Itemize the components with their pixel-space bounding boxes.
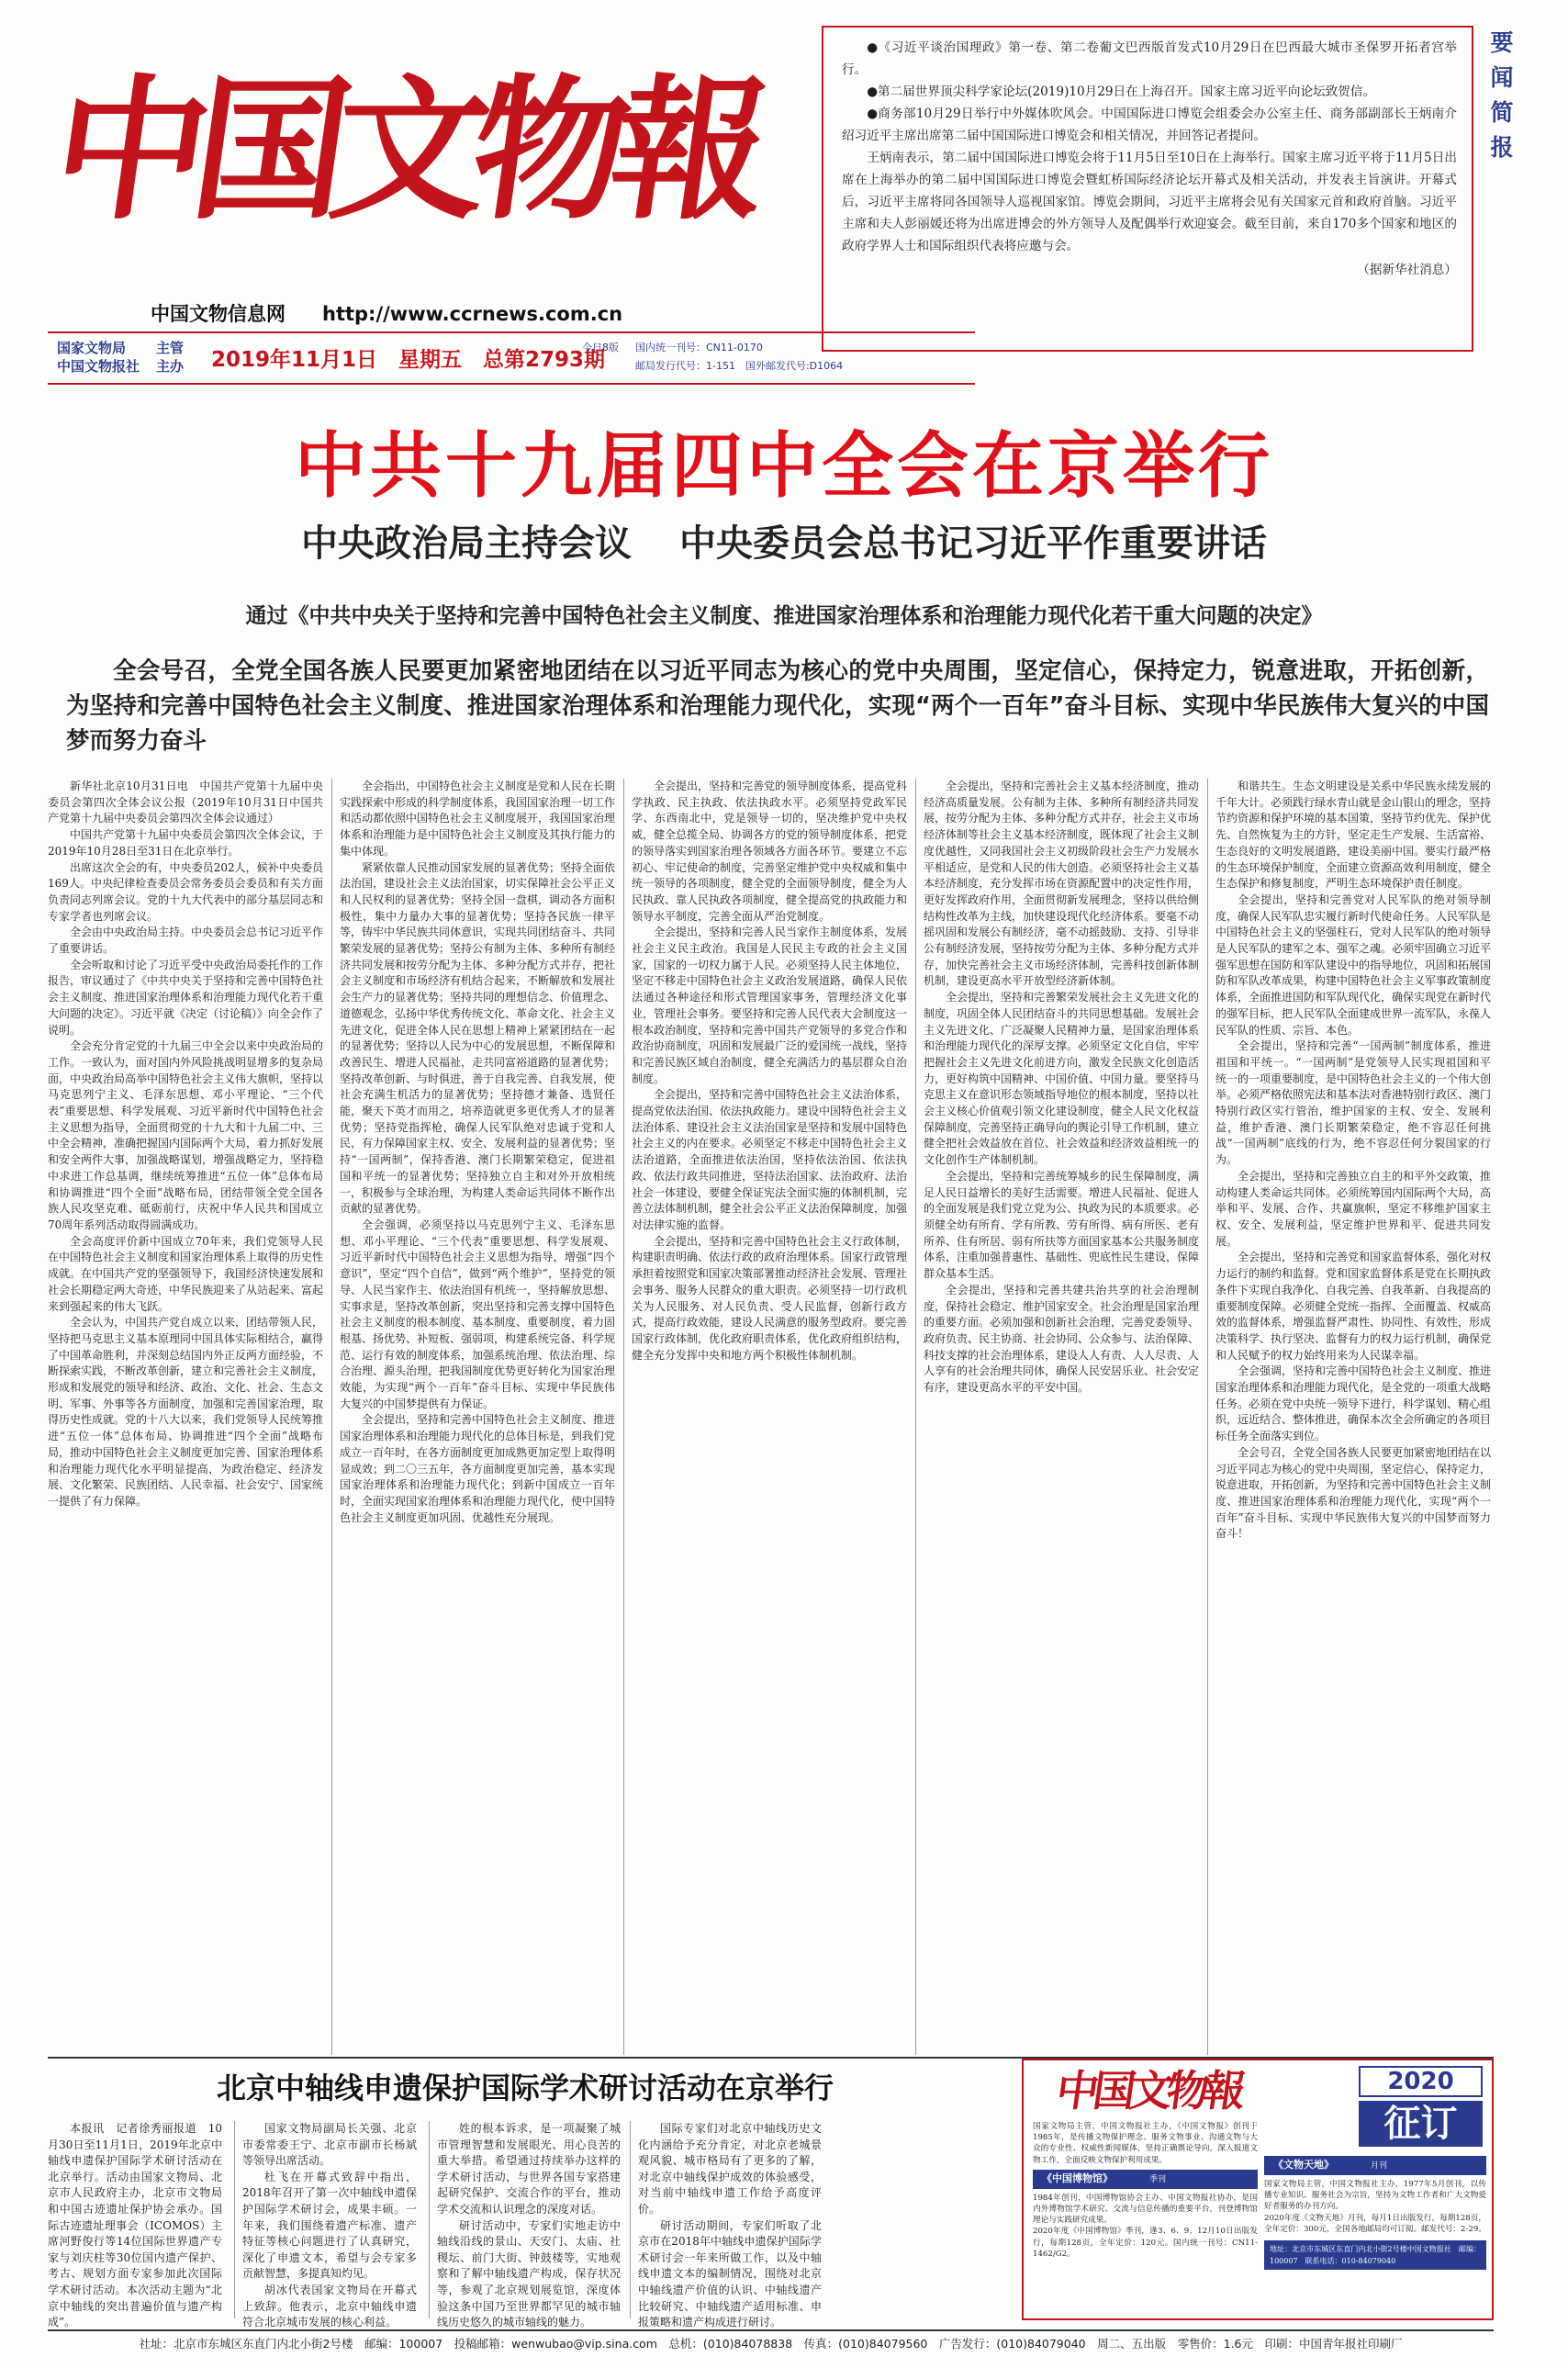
sub-headline-part: 中央委员会总书记习近平作重要讲话 <box>679 522 1267 565</box>
column-divider <box>623 779 624 2055</box>
secondary-paragraph: 胡冰代表国家文物局在开幕式上致辞。他表示，北京中轴线申遗符合北京城市发展的核心利益。 <box>242 2283 417 2329</box>
article-paragraph: 全会提出，坚持和完善“一国两制”制度体系，推进祖国和平统一。“一国两制”是党领导人民实现祖国和平统一的一项重要制度，是中国特色社会主义的一个伟大创举。必须严格依照宪法和基本法对香港特别行政区、澳门特别行政区实行管治，维护国家的主权、安全、发展利益，维护香港、澳门长期繁荣稳定，绝不容忍任何挑战“一国两制”底线的行为，绝不容忍任何分裂国家的行为。 <box>1215 1039 1492 1167</box>
article-paragraph: 全会高度评价新中国成立70年来，我们党领导人民在中国特色社会主义制度和国家治理体系上取得的历史性成就。在中国共产党的坚强领导下，我国经济快速发展和社会长期稳定两大奇迹，中华民族迎来了从站起来、富起来到强起来的伟大飞跃。 <box>48 1234 324 1313</box>
article-paragraph: 全会提出，坚持和完善中国特色社会主义行政体制，构建职责明确、依法行政的政府治理体系。国家行政管理承担着按照党和国家决策部署推动经济社会发展、管理社会事务、服务人民群众的重大职责。必须坚持一切行政机关为人民服务、对人民负责、受人民监督，创新行政方式，提高行政效能，建设人民满意的服务型政府。要完善国家行政体制，优化政府职责体系，优化政府组织结构，健全充分发挥中央和地方两个积极性体制机制。 <box>632 1234 908 1362</box>
article-paragraph: 和谐共生。生态文明建设是关系中华民族永续发展的千年大计。必须践行绿水青山就是金山银山的理念，坚持节约资源和保护环境的基本国策，坚持节约优先、保护优先、自然恢复为主的方针，坚定走生产发展、生活富裕、生态良好的文明发展道路，建设美丽中国。要实行最严格的生态环境保护制度，全面建立资源高效利用制度，健全生态保护和修复制度，严明生态环境保护责任制度。 <box>1215 780 1492 891</box>
postal-code: 邮局发行代号：1-151 <box>635 360 735 372</box>
site-name: 中国文物信息网 <box>151 303 286 325</box>
publisher-orgs <box>57 339 140 376</box>
secondary-paragraph: 研讨活动期间，专家们听取了北京市在2018年中轴线申遗保护国际学术研讨会一年来所做工作，以及中轴线申遗文本的编制情况，围绕对北京中轴线遗产价值的认识、中轴线遗产比较研究、中轴线遗产适用标准、申报策略和遗产构成进行研讨。 <box>638 2218 822 2329</box>
article-paragraph: 全会提出，坚持和完善中国特色社会主义制度、推进国家治理体系和治理能力现代化的总体目标是，到我们党成立一百年时，在各方面制度更加成熟更加定型上取得明显成效；到二〇三五年，各方面制度更加完善，基本实现国家治理体系和治理能力现代化；到新中国成立一百年时，全面实现国家治理体系和治理能力现代化，使中国特色社会主义制度更加巩固、优越性充分展现。 <box>340 1413 616 1524</box>
role-publisher: 主办 <box>156 358 185 375</box>
secondary-paragraph: 研讨活动中，专家们实地走访中轴线沿线的景山、天安门、太庙、社稷坛、前门大街、钟鼓楼等，实地观察和了解中轴线遗产构成，保存状况等，参观了北京规划展览馆，深度体验这条中国乃至世界都罕见的城市轴线历史悠久的城市轴线的魅力。 <box>437 2218 621 2329</box>
page-footer: 社址：北京市东城区东直门内北小街2号楼 邮编：100007 投稿邮箱：wenwubao@vip.sina.com 总机：(010)84078838 传真：(010)84079560 广告发行：(010)84079040 周二、五出版 零售价：1.6元 印刷：中国青年报社印刷厂 <box>48 2329 1494 2351</box>
article-column <box>1215 779 1491 2055</box>
article-paragraph: 全会充分肯定党的十九届三中全会以来中央政治局的工作。一致认为，面对国内外风险挑战明显增多的复杂局面，中央政治局高举中国特色社会主义伟大旗帜，坚持以马克思列宁主义、毛泽东思想、邓小平理论、“三个代表”重要思想、科学发展观、习近平新时代中国特色社会主义思想为指导，全面贯彻党的十九大和十九届二中、三中全会精神，准确把握国内国际两个大局，着力抓好发展和安全两件大事，加强战略谋划，增强战略定力，坚持稳中求进工作总基调，继续统筹推进“五位一体”总体布局和协调推进“四个全面”战略布局，团结带领全党全国各族人民攻坚克难、砥砺前行，庆祝中华人民共和国成立70周年系列活动取得圆满成功。 <box>48 1039 324 1231</box>
secondary-paragraph: 杜飞在开幕式致辞中指出，2018年召开了第一次中轴线申遗保护国际学术研讨会，成果丰硕。一年来，我们围绕着遗产标准、遗产特征等核心问题进行了认真研究，深化了申遗文本，希望与会专家多贡献智慧，多提真知灼见。 <box>242 2170 417 2281</box>
article-paragraph: 全会听取和讨论了习近平受中央政治局委托作的工作报告，审议通过了《中共中央关于坚持和完善中国特色社会主义制度、推进国家治理体系和治理能力现代化若干重大问题的决定》。习近平就《决定（讨论稿）》向全会作了说明。 <box>48 958 324 1037</box>
column-divider <box>1207 779 1208 2055</box>
secondary-paragraph: 国际专家们对北京中轴线历史文化内涵给予充分肯定，对北京老城景观风貌、城市格局有了更多的了解，对北京中轴线保护成效的体验感受，对当前中轴线申遗工作给予高度评价。 <box>638 2122 822 2216</box>
ad-right-block <box>1264 2152 1486 2270</box>
column-divider <box>234 2121 235 2318</box>
secondary-article <box>48 2121 1002 2329</box>
ad-subscribe-badge: 征订 <box>1359 2101 1483 2147</box>
article-paragraph: 全会指出，中国特色社会主义制度是党和人民在长期实践探索中形成的科学制度体系，我国国家治理一切工作和活动都依照中国特色社会主义制度展开，我国国家治理体系和治理能力是中国特色社会主义制度及其执行能力的集中体现。 <box>340 780 616 858</box>
article-paragraph: 中国共产党第十九届中央委员会第四次全体会议，于2019年10月28日至31日在北京举行。 <box>48 828 324 858</box>
issue-date: 2019年11月1日 <box>211 348 378 372</box>
article-column <box>48 779 323 2055</box>
main-article <box>48 779 1494 2055</box>
masthead-site-line <box>151 299 659 327</box>
ad-magazine-text-1: 国家文物局主管，中国文物报社主办，1977年5月创刊，以传播专业知识、服务社会为宗旨，坚持为文物工作者和广大文物爱好者服务的办刊方向。 <box>1264 2180 1486 2212</box>
ad-year-badge: 2020 <box>1359 2066 1483 2097</box>
issue-weekday: 星期五 <box>398 348 463 372</box>
secondary-headline: 北京中轴线申遗保护国际学术研讨活动在京举行 <box>216 2071 834 2105</box>
article-paragraph: 全会强调，坚持和完善中国特色社会主义制度、推进国家治理体系和治理能力现代化，是全党的一项重大战略任务。必须在党中央统一领导下进行，科学谋划、精心组织，远近结合、整体推进，确保本次全会所确定的各项目标任务全面落实到位。 <box>1215 1364 1492 1443</box>
ad-logo: 中国文物報 <box>1053 2066 1244 2115</box>
brief-item: 王炳南表示，第二届中国国际进口博览会将于11月5日至10日在上海举行。国家主席习近平将于11月5日出席在上海举办的第二届中国国际进口博览会暨虹桥国际经济论坛开幕式及相关活动，并发表主旨演讲。开幕式后，习近平主席将同各国领导人巡视国家馆。博览会期间，习近平主席将会见有关国家元首和政府首脑。习近平主席和夫人彭丽媛还将为出席进博会的外方领导人及配偶举行欢迎宴会。截至目前，来自170多个国家和地区的政府学界人士和国际组织代表将应邀与会。 <box>842 151 1457 253</box>
article-paragraph: 全会提出，坚持和完善党对人民军队的绝对领导制度，确保人民军队忠实履行新时代使命任务。人民军队是中国特色社会主义的坚强柱石，党对人民军队的绝对领导是人民军队的建军之本、强军之魂。必须牢固确立习近平强军思想在国防和军队建设中的指导地位，巩固和拓展国防和军队改革成果，构建中国特色社会主义军事政策制度体系，全面推进国防和军队现代化，确保实现党在新时代的强军目标，把人民军队全面建成世界一流军队，永葆人民军队的性质、宗旨、本色。 <box>1215 892 1492 1037</box>
secondary-paragraph: 姓的根本诉求，是一项凝聚了城市管理智慧和发展眼光、用心良苦的重大举措。希望通过持续举办这样的学术研讨活动，与世界各国专家搭建起研究保护、交流合作的平台，推动学术交流和认识理念的深度对话。 <box>437 2122 621 2216</box>
secondary-column <box>48 2121 222 2329</box>
issue-number: 总第2793期 <box>483 348 606 372</box>
article-paragraph: 全会认为，中国共产党自成立以来，团结带领人民，坚持把马克思主义基本原理同中国具体实际相结合，赢得了中国革命胜利，并深刻总结国内外正反两方面经验，不断探索实践，不断改革创新，建立和完善社会主义制度，形成和发展党的领导和经济、政治、文化、社会、生态文明、军事、外事等各方面制度，加强和完善国家治理，取得历史性成就。党的十八大以来，我们党领导人民统筹推进“五位一体”总体布局、协调推进“四个全面”战略布局，推动中国特色社会主义制度更加完善、国家治理体系和治理能力现代化水平明显提高，为政治稳定、经济发展、文化繁荣、民族团结、人民幸福、社会安宁、国家统一提供了有力保障。 <box>48 1316 324 1508</box>
org-supervisor: 国家文物局 <box>57 340 127 356</box>
article-paragraph: 全会由中央政治局主持。中央委员会总书记习近平作了重要讲话。 <box>48 926 324 956</box>
page-count-text: 今日8版 <box>582 342 619 354</box>
site-url[interactable]: http://www.ccrnews.com.cn <box>322 303 623 325</box>
main-headline: 中共十九届四中全会在京举行 <box>294 425 1273 508</box>
sub-headline <box>0 514 1568 567</box>
sub-headline-part: 中央政治局主持会议 <box>301 522 632 565</box>
article-column <box>340 779 615 2055</box>
ad-intro: 国家文物局主管，中国文物报社主办，《中国文物报》创刊于1985年，是传播文物保护理念、服务文物事业、沟通文物与大众的专业性、权威性新闻媒体，坚持正确舆论导向，深入报道文物工作，全面反映文物保护利用成果。 <box>1033 2122 1258 2165</box>
article-paragraph: 全会提出，坚持和完善中国特色社会主义法治体系，提高党依法治国、依法执政能力。建设中国特色社会主义法治体系、建设社会主义法治国家是坚持和发展中国特色社会主义的内在要求。必须坚定不移走中国特色社会主义法治道路，全面推进依法治国，坚持依法治国、依法执政、依法行政共同推进，坚持法治国家、法治政府、法治社会一体建设，要健全保证宪法全面实施的体制机制，完善立法体制机制，健全社会公平正义法治保障制度，加强对法律实施的监督。 <box>632 1088 908 1231</box>
brief-item: ●《习近平谈治国理政》第一卷、第二卷葡文巴西版首发式10月29日在巴西最大城市圣保罗开拓者宫举行。 <box>842 40 1457 77</box>
article-column <box>632 779 907 2055</box>
ad-magazine-price-2: 2020年度《中国博物馆》季刊，逢3、6、9、12月10日出版发行，每期128页，全年定价：120元。国内统一刊号：CN11-1462/G2。 <box>1033 2227 1258 2259</box>
column-divider <box>429 2121 430 2318</box>
secondary-paragraph: 本报讯 记者徐秀丽报道 10月30日至11月1日，2019年北京中轴线申遗保护国际学术研讨活动在北京举行。活动由国家文物局、北京市人民政府主办，北京市文物局和中国古迹遗址保护协会承办。国际古迹遗址理事会（ICOMOS）主席河野俊行等14位国际世界遗产专家与刘庆柱等30位国内遗产保护、考古、规划方面专家参加此次国际学术研讨活动。本次活动主题为“北京中轴线的突出普遍价值与遗产构成”。 <box>48 2122 222 2329</box>
secondary-paragraph: 国家文物局副局长关强、北京市委常委王宁、北京市副市长杨斌等领导出席活动。 <box>242 2122 417 2168</box>
ad-left-block <box>1033 2121 1258 2260</box>
article-paragraph: 全会强调，必须坚持以马克思列宁主义、毛泽东思想、邓小平理论、“三个代表”重要思想、科学发展观、习近平新时代中国特色社会主义思想为指导，增强“四个意识”，坚定“四个自信”，做到“两个维护”，坚持党的领导、人民当家作主、依法治国有机统一，坚持解放思想、实事求是，坚持改革创新，突出坚持和完善支撑中国特色社会主义制度的根本制度、基本制度、重要制度，着力固根基、扬优势、补短板、强弱项，构建系统完备、科学规范、运行有效的制度体系，加强系统治理、依法治理、综合治理、源头治理，把我国制度优势更好转化为国家治理效能，为实现“两个一百年”奋斗目标、实现中华民族伟大复兴的中国梦提供有力保证。 <box>340 1218 616 1410</box>
article-paragraph: 出席这次全会的有，中央委员202人，候补中央委员169人。中央纪律检查委员会常务委员会委员和有关方面负责同志列席会议。党的十九大代表中的部分基层同志和专家学者也列席会议。 <box>48 860 324 923</box>
article-paragraph: 全会提出，坚持和完善党和国家监督体系，强化对权力运行的制约和监督。党和国家监督体系是党在长期执政条件下实现自我净化、自我完善、自我革新、自我提高的重要制度保障。必须健全党统一指挥、全面覆盖、权威高效的监督体系，增强监督严肃性、协同性、有效性，形成决策科学、执行坚决、监督有力的权力运行机制，确保党和人民赋予的权力始终用来为人民谋幸福。 <box>1215 1251 1492 1362</box>
issue-date-line <box>211 342 605 373</box>
article-paragraph: 全会提出，坚持和完善共建共治共享的社会治理制度，保持社会稳定、维护国家安全。社会治理是国家治理的重要方面。必须加强和创新社会治理，完善党委领导、政府负责、民主协商、社会协同、公众参与、法治保障、科技支撑的社会治理体系，建设人人有责、人人尽责、人人享有的社会治理共同体，确保人民安居乐业、社会安定有序，建设更高水平的平安中国。 <box>924 1283 1200 1395</box>
article-column <box>924 779 1199 2055</box>
article-paragraph: 全会提出，坚持和完善党的领导制度体系，提高党科学执政、民主执政、依法执政水平。必须坚持党政军民学、东西南北中，党是领导一切的，坚决维护党中央权威，健全总揽全局、协调各方的党的领导制度体系，把党的领导落实到国家治理各领域各方面各环节。要建立不忘初心、牢记使命的制度，完善坚定维护党中央权威和集中统一领导的各项制度，健全党的全面领导制度，健全为人民执政、靠人民执政各项制度，健全提高党的执政能力和领导水平制度，完善全面从严治党制度。 <box>632 780 908 923</box>
brief-item: ●商务部10月29日举行中外媒体吹风会。中国国际进口博览会组委会办公室主任、商务部副部长王炳南介绍习近平主席出席第二届中国国际进口博览会和相关情况，并回答记者提问。 <box>842 107 1457 143</box>
article-paragraph: 全会号召，全党全国各族人民要更加紧密地团结在以习近平同志为核心的党中央周围，坚定信心，保持定力，锐意进取，开拓创新，为坚持和完善中国特色社会主义制度、推进国家治理体系和治理能力现代化，实现“两个一百年”奋斗目标、实现中华民族伟大复兴的中国梦而努力奋斗！ <box>1215 1445 1492 1541</box>
ad-magazine-box-2: 《中国博物馆》 季刊 <box>1033 2170 1258 2189</box>
publication-codes <box>635 339 843 376</box>
publisher-roles <box>156 339 184 376</box>
column-divider <box>915 779 916 2055</box>
article-paragraph: 紧紧依靠人民推动国家发展的显著优势；坚持全面依法治国，建设社会主义法治国家，切实保障社会公平正义和人民权利的显著优势；坚持全国一盘棋，调动各方面积极性，集中力量办大事的显著优势；坚持各民族一律平等，铸牢中华民族共同体意识，实现共同团结奋斗、共同繁荣发展的显著优势；坚持公有制为主体、多种所有制经济共同发展和按劳分配为主体、多种分配方式并存，把社会主义制度和市场经济有机结合起来，不断解放和发展社会生产力的显著优势；坚持共同的理想信念、价值理念、道德观念，弘扬中华优秀传统文化、革命文化、社会主义先进文化，促进全体人民在思想上精神上紧紧团结在一起的显著优势；坚持以人民为中心的发展思想，不断保障和改善民生、增进人民福祉，走共同富裕道路的显著优势；坚持改革创新、与时俱进，善于自我完善、自我发展，使社会充满生机活力的显著优势；坚持德才兼备、选贤任能，聚天下英才而用之，培养造就更多更优秀人才的显著优势；坚持党指挥枪，确保人民军队绝对忠诚于党和人民，有力保障国家主权、安全、发展利益的显著优势；坚持“一国两制”，保持香港、澳门长期繁荣稳定，促进祖国和平统一的显著优势；坚持独立自主和对外开放相统一，积极参与全球治理，为构建人类命运共同体不断作出贡献的显著优势。 <box>340 860 616 1216</box>
article-paragraph: 全会提出，坚持和完善人民当家作主制度体系，发展社会主义民主政治。我国是人民民主专政的社会主义国家，国家的一切权力属于人民。必须坚持人民主体地位，坚定不移走中国特色社会主义政治发展道路，确保人民依法通过各种途径和形式管理国家事务，管理经济文化事业，管理社会事务。要坚持和完善人民代表大会制度这一根本政治制度，坚持和完善中国共产党领导的多党合作和政治协商制度，巩固和发展最广泛的爱国统一战线，坚持和完善民族区域自治制度，健全充满活力的基层群众自治制度。 <box>632 926 908 1085</box>
ad-magazine-price-1: 2020年度《文物天地》月刊，每月1日出版发行，每期128页，全年定价：300元，全国各地邮局均可订阅。邮发代号：2-29。 <box>1264 2213 1486 2234</box>
article-paragraph: 全会提出，坚持和完善统筹城乡的民生保障制度，满足人民日益增长的美好生活需要。增进人民福祉、促进人的全面发展是我们党立党为公、执政为民的本质要求。必须健全幼有所育、学有所教、劳有所得、病有所医、老有所养、住有所居、弱有所扶等方面国家基本公共服务制度体系，注重加强普惠性、基础性、兜底性民生建设，保障群众基本生活。 <box>924 1169 1200 1281</box>
article-paragraph: 全会提出，坚持和完善社会主义基本经济制度，推动经济高质量发展。公有制为主体、多种所有制经济共同发展，按劳分配为主体、多种分配方式并存，社会主义市场经济体制等社会主义基本经济制度，既体现了社会主义制度优越性，又同我国社会主义初级阶段社会生产力发展水平相适应，是党和人民的伟大创造。必须坚持社会主义基本经济制度，充分发挥市场在资源配置中的决定性作用，更好发挥政府作用，全面贯彻新发展理念，坚持以供给侧结构性改革为主线，加快建设现代化经济体系。要毫不动摇巩固和发展公有制经济，毫不动摇鼓励、支持、引导非公有制经济发展，坚持按劳分配为主体、多种分配方式并存，加快完善社会主义市场经济体制，完善科技创新体制机制，建设更高水平开放型经济新体制。 <box>924 780 1200 988</box>
page-count <box>582 339 619 357</box>
brief-source: （据新华社消息） <box>1357 263 1457 277</box>
secondary-column <box>242 2121 417 2329</box>
column-divider <box>331 779 332 2055</box>
ad-magazine-box-1: 《文物天地》 月刊 <box>1264 2156 1486 2175</box>
secondary-column <box>638 2121 822 2329</box>
ad-magazine-text-2: 1984年创刊，中国博物馆协会主办、中国文物报社协办，是国内外博物馆学术研究、交流与信息传播的重要平台，刊登博物馆理论与实践研究成果。 <box>1033 2193 1258 2226</box>
masthead-title: 中国文物報 <box>42 59 766 241</box>
article-paragraph: 全会提出，坚持和完善繁荣发展社会主义先进文化的制度，巩固全体人民团结奋斗的共同思想基础。发展社会主义先进文化、广泛凝聚人民精神力量，是国家治理体系和治理能力现代化的深厚支撑。必须坚定文化自信，牢牢把握社会主义先进文化前进方向，激发全民族文化创造活力，更好构筑中国精神、中国价值、中国力量。要坚持马克思主义在意识形态领域指导地位的根本制度，坚持以社会主义核心价值观引领文化建设制度，健全人民文化权益保障制度，完善坚持正确导向的舆论引导工作机制，建立健全把社会效益放在首位、社会效益和经济效益相统一的文化创作生产体制机制。 <box>924 991 1200 1167</box>
article-paragraph: 新华社北京10月31日电 中国共产党第十九届中央委员会第四次全体会议公报（2019年10月31日中国共产党第十九届中央委员会第四次全体会议通过） <box>48 780 323 825</box>
article-paragraph: 全会提出，坚持和完善独立自主的和平外交政策，推动构建人类命运共同体。必须统筹国内国际两个大局，高举和平、发展、合作、共赢旗帜，坚定不移维护国家主权、安全、发展利益，坚定维护世界和平、促进共同发展。 <box>1215 1169 1492 1248</box>
column-divider <box>630 2121 631 2318</box>
news-brief-box <box>822 26 1473 352</box>
brief-tag: 要闻简报 <box>1490 29 1514 161</box>
subscription-ad[interactable] <box>1022 2059 1494 2320</box>
ad-contact-bar: 地址：北京市东城区东直门内北小街2号楼中国文物报社 邮编：100007 联系电话：010-84079040 <box>1264 2240 1486 2270</box>
org-publisher: 中国文物报社 <box>57 358 140 375</box>
foreign-code: 国外邮发代号:D1064 <box>745 360 844 372</box>
deck-line: 通过《中共中央关于坚持和完善中国特色社会主义制度、推进国家治理体系和治理能力现代化若干重大问题的决定》 <box>245 604 1323 628</box>
secondary-column <box>437 2121 621 2329</box>
role-supervisor: 主管 <box>156 340 185 356</box>
lead-paragraph: 全会号召，全党全国各族人民要更加紧密地团结在以习近平同志为核心的党中央周围，坚定信心，保持定力，锐意进取，开拓创新，为坚持和完善中国特色社会主义制度、推进国家治理体系和治理能力现代化，实现“两个一百年”奋斗目标、实现中华民族伟大复兴的中国梦而努力奋斗 <box>66 657 1489 755</box>
brief-item: ●第二届世界顶尖科学家论坛(2019)10月29日在上海召开。国家主席习近平向论坛致贺信。 <box>867 84 1376 99</box>
cn-code: 国内统一刊号：CN11-0170 <box>635 342 763 354</box>
